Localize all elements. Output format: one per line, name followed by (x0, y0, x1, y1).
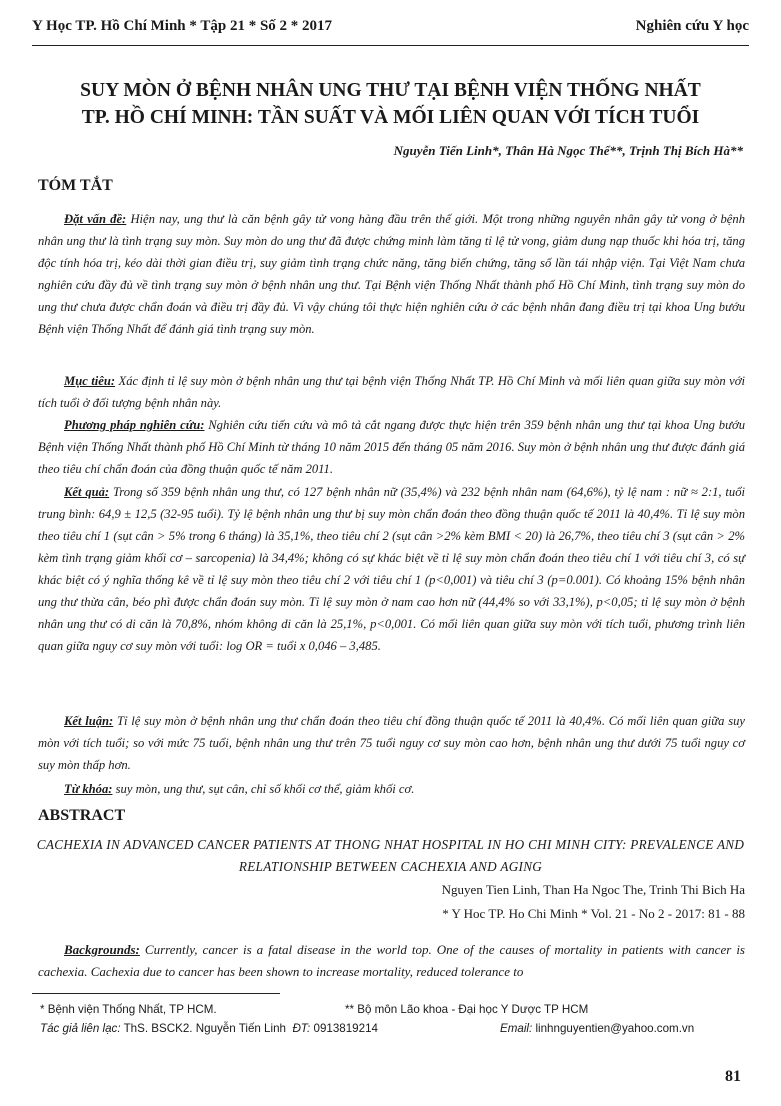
contact-label: Tác giả liên lạc: (40, 1022, 121, 1035)
summary-conclusion (38, 710, 745, 776)
summary-results (38, 481, 745, 657)
english-background (38, 939, 745, 983)
email-label: Email: (500, 1022, 533, 1035)
section-name: Nghiên cứu Y học (635, 18, 749, 34)
paper-title (32, 77, 749, 131)
email-line (500, 1022, 694, 1035)
summary-methods (38, 414, 745, 480)
summary-text: Trong số 359 bệnh nhân ung thư, có 127 bệnh nhân nữ (35,4%) và 232 bệnh nhân nam (64,6%), tỷ lệ nam : nữ ≈ 2:1, tuổi trung bình: 64,9 ± 12,5 (32-95 tuổi). Tỷ lệ bệnh nhân ung thư bị suy mòn chẩn đoán theo đồng thuận quốc tế 2011 là 40,4%. Tỉ lệ suy mòn theo tiêu chí 1 (sụt cân > 5% trong 6 tháng) là 35,1%, theo tiêu chí 2 (sụt cân >2% kèm BMI < 20) là 26,7%, theo tiêu chí 3 (sụt cân > 2% kèm tình trạng giảm khối cơ – sarcopenia) là 34,4%; không có sự khác biệt về tỉ lệ suy mòn chẩn đoán theo tiêu chí 1 với tiêu chí 3, có sự khác biệt có ý nghĩa thống kê về tỉ lệ suy mòn theo tiêu chí 2 với tiêu chí 1 (p<0,001) và tiêu chí 3 (p=0.001). Có khoảng 15% bệnh nhân ung thư thừa cân, béo phì được chẩn đoán suy mòn. Tỉ lệ suy mòn ở nam cao hơn nữ (44,4% so với 33,1%), p<0,05; tỉ lệ suy mòn ở bệnh nhân ung thư có di căn là 70,8%, nhóm không di căn là 25,1%, p<0,001. Có mối liên quan giữa suy mòn với tích tuổi, phương trình liên quan giữa nguy cơ suy mòn với tuổi: log OR = tuổi x 0,046 – 3,485. (38, 485, 745, 653)
summary-text: Tỉ lệ suy mòn ở bệnh nhân ung thư chẩn đoán theo tiêu chí đồng thuận quốc tế 2011 là 40,4%. Có mối liên quan giữa suy mòn với tích tuổi; so với mức 75 tuổi, bệnh nhân ung thư trên 75 tuổi nguy cơ suy mòn cao hơn, bệnh nhân ung thư dưới 75 tuổi nguy cơ suy mòn thấp hơn. (38, 714, 745, 772)
authors: Nguyễn Tiến Linh*, Thân Hà Ngọc Thể**, Trịnh Thị Bích Hà** (393, 143, 743, 158)
english-title: CACHEXIA IN ADVANCED CANCER PATIENTS AT THONG NHAT HOSPITAL IN HO CHI MINH CITY: PREVALENCE AND RELATIONSHIP BETWEEN CACHEXIA AND AGING (36, 837, 745, 874)
page-number: 81 (725, 1068, 741, 1085)
summary-label: Mục tiêu: (64, 374, 116, 388)
email[interactable]: linhnguyentien@yahoo.com.vn (535, 1022, 695, 1035)
journal-name: Y Học TP. Hồ Chí Minh * Tập 21 * Số 2 * 2017 (32, 18, 333, 34)
paper-title-line-1: SUY MÒN Ở BỆNH NHÂN UNG THƯ TẠI BỆNH VIỆN THỐNG NHẤT (80, 80, 701, 101)
contact-name: ThS. BSCK2. Nguyễn Tiến Linh (123, 1022, 286, 1035)
english-authors: Nguyen Tien Linh, Than Ha Ngoc The, Trinh Thi Bich Ha (441, 882, 745, 897)
summary-label: Đặt vấn đề: (64, 212, 127, 226)
footnote-rule (32, 993, 280, 994)
summary-objective (38, 370, 745, 414)
summary-text: Xác định tỉ lệ suy mòn ở bệnh nhân ung thư tại bệnh viện Thống Nhất TP. Hồ Chí Minh và mối liên quan giữa suy mòn với tích tuổi ở đối tượng bệnh nhân này. (38, 374, 745, 410)
abstract-heading: ABSTRACT (38, 807, 126, 824)
phone: 0913819214 (313, 1022, 378, 1035)
summary-label: Từ khóa: (64, 782, 113, 796)
phone-label: ĐT: (292, 1022, 311, 1035)
summary-background (38, 208, 745, 340)
header-rule (32, 45, 749, 46)
summary-heading: TÓM TẮT (38, 177, 113, 194)
summary-label: Kết luận: (64, 714, 114, 728)
contact-line (40, 1022, 378, 1035)
summary-text: Hiện nay, ung thư là căn bệnh gây tử vong hàng đầu trên thế giới. Một trong những nguyên nhân gây tử vong ở bệnh nhân ung thư là tình trạng suy mòn. Suy mòn do ung thư đã được chứng minh làm tăng tỉ lệ tử vong, giảm dung nạp thuốc khi hóa trị, tăng độc tính hóa trị, kéo dài thời gian điều trị, suy giảm tình trạng chức năng, tăng biến chứng, tăng số lần tái nhập viện. Tại Việt Nam chưa nghiên cứu đầy đủ về tình trạng suy mòn ở bệnh nhân ung thư. Tại Bệnh viện Thống Nhất thành phố Hồ Chí Minh, tình trạng suy mòn do ung thư chưa được chẩn đoán và điều trị đầy đủ. Vì vậy chúng tôi thực hiện nghiên cứu ở các bệnh nhân đang điều trị tại khoa Ung bướu Bệnh viện Thống Nhất để đánh giá tình trạng suy mòn. (38, 212, 745, 336)
summary-label: Phương pháp nghiên cứu: (64, 418, 205, 432)
english-text: Currently, cancer is a fatal disease in the world top. One of the causes of mortality in patients with cancer is cachexia. Cachexia due to cancer has been shown to increase mortality, reduced tolerance to (38, 942, 745, 979)
paper-title-line-2: TP. HỒ CHÍ MINH: TẦN SUẤT VÀ MỐI LIÊN QUAN VỚI TÍCH TUỔI (81, 107, 700, 128)
summary-label: Kết quả: (64, 485, 110, 499)
english-label: Backgrounds: (64, 942, 140, 957)
summary-keywords (38, 778, 745, 800)
citation: * Y Hoc TP. Ho Chi Minh * Vol. 21 - No 2 - 2017: 81 - 88 (442, 906, 745, 921)
affiliation-1: * Bệnh viện Thống Nhất, TP HCM. (40, 1003, 217, 1016)
affiliation-2: ** Bộ môn Lão khoa - Đại học Y Dược TP HCM (345, 1003, 589, 1016)
running-header (32, 18, 749, 42)
summary-text: suy mòn, ung thư, sụt cân, chỉ số khối cơ thể, giảm khối cơ. (112, 782, 415, 796)
summary-text: Nghiên cứu tiến cứu và mô tả cắt ngang được thực hiện trên 359 bệnh nhân ung thư tại khoa Ung bướu Bệnh viện Thống Nhất thành phố Hồ Chí Minh từ tháng 10 năm 2015 đến tháng 05 năm 2016. Suy mòn ở bệnh nhân ung thư được đánh giá theo tiêu chí chẩn đoán của đồng thuận quốc tế năm 2011. (38, 418, 745, 476)
